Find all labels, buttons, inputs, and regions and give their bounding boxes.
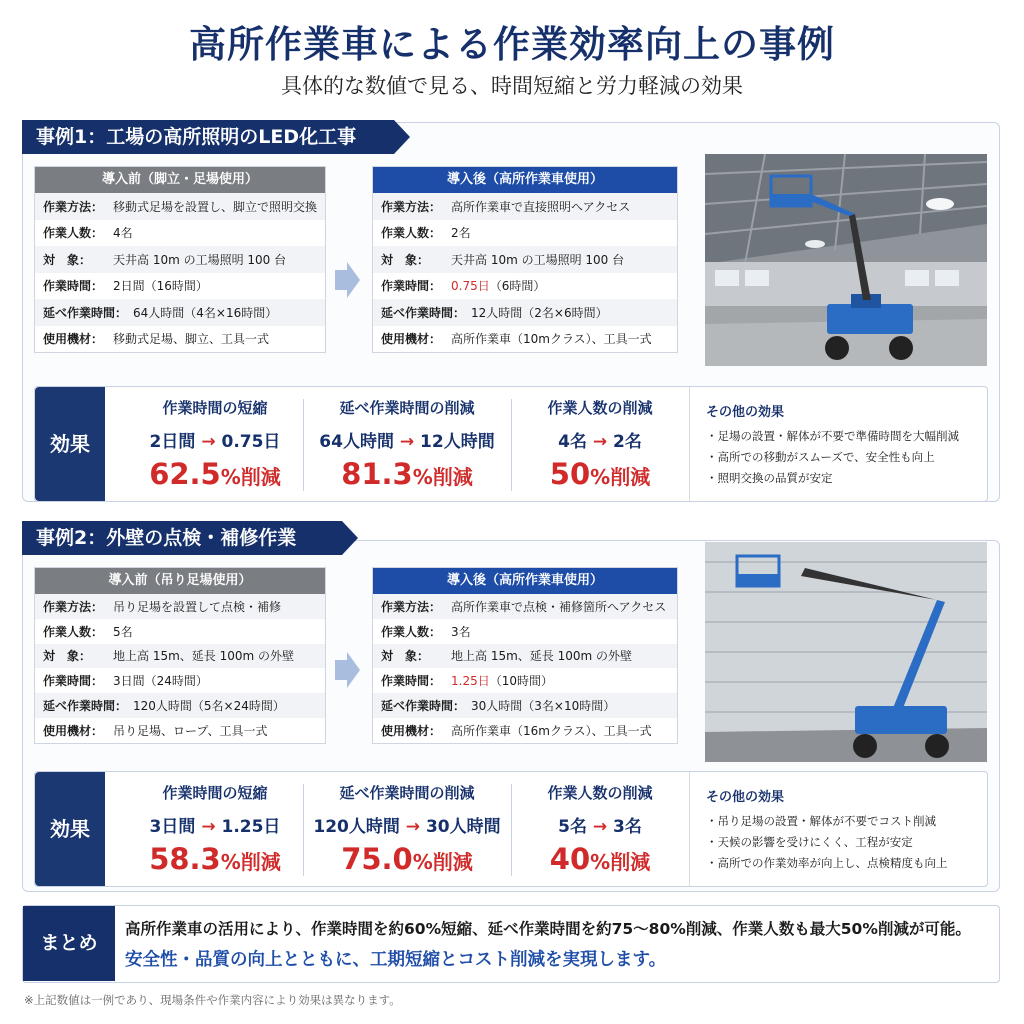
case-1-after-rows (373, 193, 677, 352)
case-2-before-panel (34, 567, 326, 744)
effect-percent: 40%削減 (549, 842, 651, 876)
row-value: 12人時間（2名×6時間） (471, 305, 608, 320)
table-row (35, 693, 325, 718)
other-effect-item: ・照明交換の品質が安定 (706, 471, 833, 485)
other-effect-item: ・天候の影響を受けにくく、工程が安定 (706, 835, 913, 849)
effect-heading: 作業人数の削減 (547, 399, 653, 417)
row-label: 対 象： (381, 252, 430, 267)
row-label: 延べ作業時間： (381, 305, 466, 320)
row-value: 吊り足場を設置して点検・補修 (113, 599, 282, 614)
row-value: 4名 (113, 226, 133, 241)
case-1-before-rows (35, 193, 325, 352)
effect-change: 5名 → 3名 (558, 817, 642, 837)
row-label: 延べ作業時間： (43, 305, 128, 320)
table-row (35, 220, 325, 247)
effect-heading: 作業人数の削減 (547, 784, 653, 802)
row-label: 延べ作業時間： (43, 699, 128, 714)
row-value: 地上高 15m、延長 100m の外壁 (451, 649, 632, 664)
summary-box (22, 905, 1000, 983)
row-value-rest: （10時間） (489, 674, 554, 689)
row-label: 延べ作業時間： (381, 699, 466, 714)
effect-heading: 延べ作業時間の削減 (339, 399, 475, 417)
row-label: 作業時間： (381, 674, 442, 689)
case-1-after-panel (372, 166, 678, 353)
case-1-effect (34, 386, 988, 502)
case-2-effect-time (115, 772, 315, 886)
row-value-rest: （6時間） (489, 279, 546, 294)
summary-line-1: 高所作業車の活用により、作業時間を約60%短縮、延べ作業時間を約75〜80%削減、作業人数も最大50%削減が可能。 (125, 920, 971, 938)
effect-percent: 62.5%削減 (149, 457, 281, 491)
row-value: 64人時間（4名×16時間） (133, 305, 278, 320)
row-value: 3名 (451, 624, 471, 639)
case-1-effect-label: 効果 (35, 387, 105, 501)
other-effect-item: ・高所での移動がスムーズで、安全性も向上 (706, 450, 935, 464)
case-2-after-panel (372, 567, 678, 744)
divider (303, 784, 304, 876)
effect-change: 2日間 → 0.75日 (149, 432, 281, 452)
effect-change: 4名 → 2名 (558, 432, 642, 452)
case-2-effect (34, 771, 988, 887)
table-row (35, 246, 325, 273)
row-value: 天井高 10m の工場照明 100 台 (451, 252, 625, 267)
row-value (451, 277, 545, 294)
row-value: 2日間（16時間） (113, 279, 208, 294)
row-value: 高所作業車で点検・補修箇所へアクセス (451, 599, 667, 614)
row-label: 対 象： (43, 649, 92, 664)
row-value: 移動式足場を設置し、脚立で照明交換 (113, 199, 318, 214)
case-2-effect-manhours (307, 772, 507, 886)
case-2-arrow-icon (333, 652, 361, 688)
effect-heading: 延べ作業時間の削減 (339, 784, 475, 802)
table-row (373, 246, 677, 273)
table-row (373, 193, 677, 220)
divider (303, 399, 304, 491)
page-subtitle: 具体的な数値で見る、時間短縮と労力軽減の効果 (281, 74, 743, 98)
row-value: 天井高 10m の工場照明 100 台 (113, 252, 287, 267)
other-effects-heading: その他の効果 (706, 405, 785, 420)
row-label: 作業人数： (381, 624, 442, 639)
case-1-after-header: 導入後（高所作業車使用） (373, 167, 677, 193)
case-2-tag: 事例2：外壁の点検・補修作業 (22, 521, 342, 555)
page-title: 高所作業車による作業効率向上の事例 (189, 23, 835, 66)
case-1-photo (705, 154, 987, 366)
case-1-tag: 事例1：工場の高所照明のLED化工事 (22, 120, 394, 154)
effect-heading: 作業時間の短縮 (162, 399, 268, 417)
row-label: 使用機材： (43, 723, 104, 738)
table-row (373, 220, 677, 247)
table-row (373, 619, 677, 644)
row-label: 作業時間： (381, 279, 442, 294)
case-1-other-effects (689, 387, 987, 501)
table-row (35, 326, 325, 353)
effect-percent: 58.3%削減 (149, 842, 281, 876)
row-value: 3日間（24時間） (113, 674, 208, 689)
row-value: 地上高 15m、延長 100m の外壁 (113, 649, 294, 664)
row-label: 対 象： (43, 252, 92, 267)
table-row (373, 594, 677, 619)
row-label: 作業時間： (43, 279, 104, 294)
effect-change: 120人時間 → 30人時間 (313, 817, 501, 837)
table-row (373, 644, 677, 669)
row-label: 使用機材： (381, 332, 442, 347)
effect-change: 64人時間 → 12人時間 (319, 432, 495, 452)
table-row (35, 718, 325, 743)
case-2-effect-label: 効果 (35, 772, 105, 886)
table-row (373, 273, 677, 300)
row-label: 作業人数： (381, 226, 442, 241)
table-row (35, 644, 325, 669)
table-row (373, 326, 677, 353)
case-2-photo (705, 542, 987, 762)
summary-line-2: 安全性・品質の向上とともに、工期短縮とコスト削減を実現します。 (125, 950, 667, 970)
effect-percent: 75.0%削減 (341, 842, 473, 876)
case-2-other-effects (689, 772, 987, 886)
row-value: 5名 (113, 624, 133, 639)
table-row (35, 273, 325, 300)
row-label: 作業方法： (43, 599, 104, 614)
effect-percent: 81.3%削減 (341, 457, 473, 491)
row-value: 120人時間（5名×24時間） (133, 699, 285, 714)
row-label: 使用機材： (43, 332, 104, 347)
row-label: 作業方法： (43, 199, 104, 214)
table-row (35, 594, 325, 619)
row-value: 高所作業車（10mクラス）、工具一式 (451, 332, 652, 347)
other-effects-heading: その他の効果 (706, 790, 785, 805)
row-label: 作業方法： (381, 599, 442, 614)
case-1-effect-time (115, 387, 315, 501)
row-value: 高所作業車で直接照明へアクセス (451, 199, 631, 214)
case-2-before-rows (35, 594, 325, 743)
case-1-arrow-icon (333, 262, 361, 298)
divider (511, 784, 512, 876)
case-2-after-header: 導入後（高所作業車使用） (373, 568, 677, 594)
other-effect-item: ・高所での作業効率が向上し、点検精度も向上 (706, 856, 948, 870)
effect-change: 3日間 → 1.25日 (149, 817, 281, 837)
row-value: 2名 (451, 226, 471, 241)
row-value: 吊り足場、ロープ、工具一式 (113, 723, 268, 738)
table-row (35, 619, 325, 644)
case-2-effect-workers (515, 772, 685, 886)
case-2-after-rows (373, 594, 677, 743)
row-value: 30人時間（3名×10時間） (471, 699, 616, 714)
table-row (373, 693, 677, 718)
row-value-highlight: 0.75日 (451, 279, 490, 294)
case-1-before-panel (34, 166, 326, 353)
case-1-effect-manhours (307, 387, 507, 501)
row-label: 作業方法： (381, 199, 442, 214)
footnote: ※上記数値は一例であり、現場条件や作業内容により効果は異なります。 (24, 993, 401, 1007)
case-1-before-header: 導入前（脚立・足場使用） (35, 167, 325, 193)
case-2-before-header: 導入前（吊り足場使用） (35, 568, 325, 594)
table-row (373, 718, 677, 743)
table-row (35, 193, 325, 220)
row-value: 高所作業車（16mクラス）、工具一式 (451, 723, 652, 738)
case-1-effect-workers (515, 387, 685, 501)
effect-heading: 作業時間の短縮 (162, 784, 268, 802)
table-row (35, 299, 325, 326)
effect-percent: 50%削減 (549, 457, 651, 491)
row-value-highlight: 1.25日 (451, 674, 490, 689)
row-label: 作業人数： (43, 226, 104, 241)
row-label: 使用機材： (381, 723, 442, 738)
row-value (451, 672, 553, 689)
other-effect-item: ・吊り足場の設置・解体が不要でコスト削減 (706, 814, 936, 828)
other-effect-item: ・足場の設置・解体が不要で準備時間を大幅削減 (706, 429, 959, 443)
divider (511, 399, 512, 491)
table-row (35, 668, 325, 693)
row-label: 作業時間： (43, 674, 104, 689)
table-row (373, 668, 677, 693)
row-value: 移動式足場、脚立、工具一式 (113, 332, 270, 347)
row-label: 作業人数： (43, 624, 104, 639)
summary-label: まとめ (23, 906, 115, 981)
row-label: 対 象： (381, 649, 430, 664)
table-row (373, 299, 677, 326)
